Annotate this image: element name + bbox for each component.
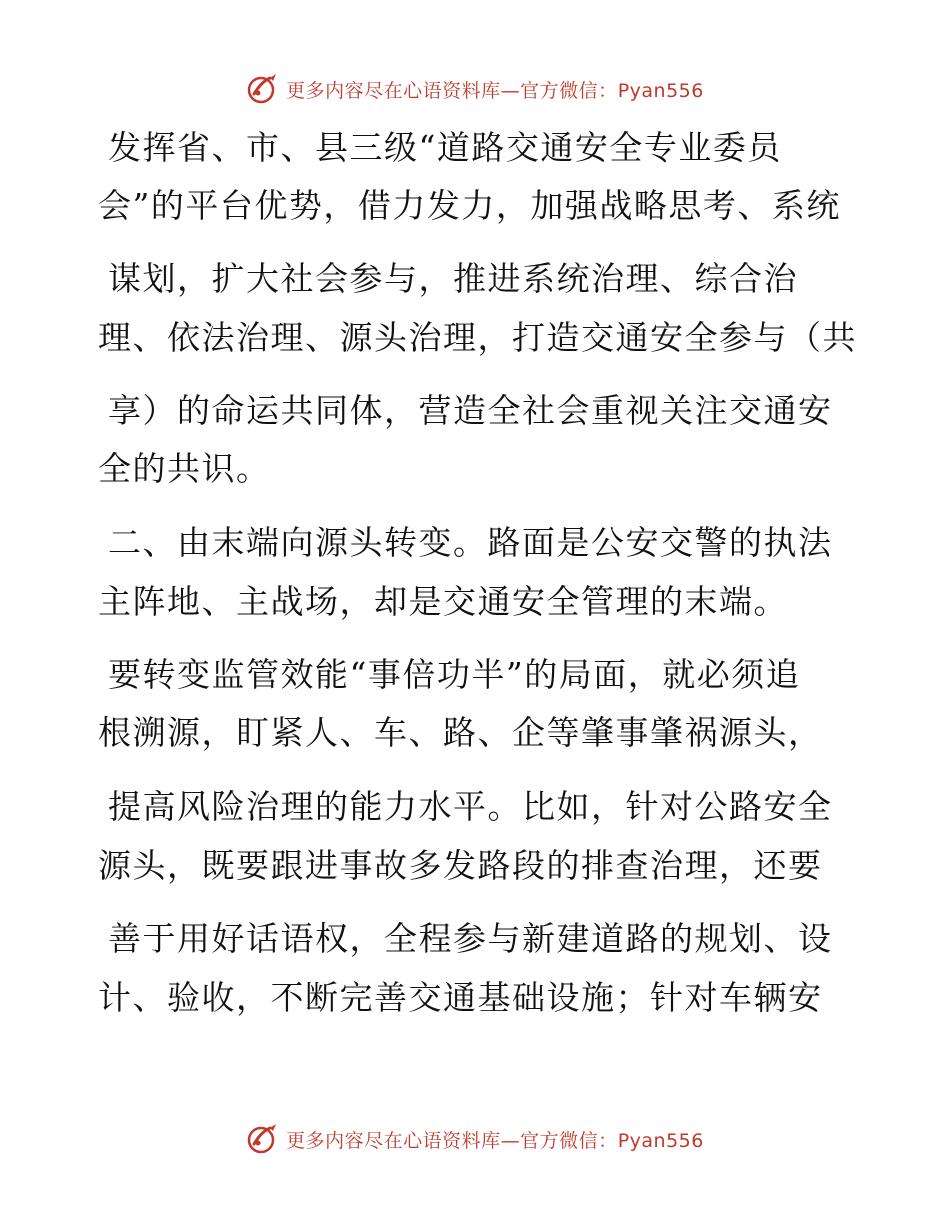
watermark-wechat-label: 官方微信： [520,1129,618,1152]
header-watermark [0,72,950,106]
body-line: 会”的平台优势，借力发力，加强战略思考、系统 [98,186,841,225]
body-line: 主阵地、主战场，却是交通安全管理的末端。 [98,582,788,621]
body-line: 全的共识。 [98,449,271,488]
body-line: 二、由末端向源头转变。路面是公安交警的执法 [108,523,833,562]
watermark-wechat-id: Pyan556 [617,1129,704,1152]
body-line: 发挥省、市、县三级“道路交通安全专业委员 [108,128,782,167]
body-line: 享）的命运共同体，营造全社会重视关注交通安 [108,391,833,430]
body-line: 计、验收，不断完善交通基础设施；针对车辆安 [98,978,823,1017]
body-line: 谋划，扩大社会参与，推进系统治理、综合治 [108,259,798,298]
body-line: 提高风险治理的能力水平。比如，针对公路安全 [108,787,833,826]
watermark-text [286,1126,704,1153]
body-line: 根溯源，盯紧人、车、路、企等肇事肇祸源头， [98,713,823,752]
pen-logo-icon [246,1122,280,1156]
footer-watermark [0,1122,950,1156]
watermark-text [286,76,704,103]
watermark-wechat-id: Pyan556 [617,79,704,102]
pen-logo-icon [246,72,280,106]
watermark-main: 更多内容尽在心语资料库 [286,1129,501,1152]
watermark-separator: — [500,79,521,102]
watermark-separator: — [500,1129,521,1152]
body-line: 源头，既要跟进事故多发路段的排查治理，还要 [98,846,823,885]
body-line: 理、依法治理、源头治理，打造交通安全参与（共 [98,318,857,357]
body-line: 要转变监管效能“事倍功半”的局面，就必须追 [108,655,801,694]
watermark-main: 更多内容尽在心语资料库 [286,79,501,102]
body-line: 善于用好话语权，全程参与新建道路的规划、设 [108,919,833,958]
watermark-wechat-label: 官方微信： [520,79,618,102]
